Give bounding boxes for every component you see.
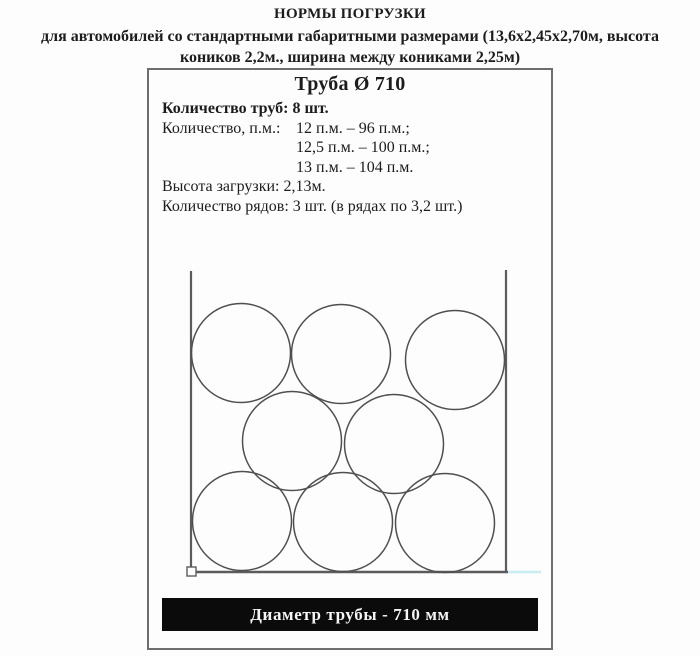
rows-count-line: Количество рядов: 3 шт. (в рядах по 3,2 шт.)	[162, 197, 463, 215]
document-subtitle-line1: для автомобилей со стандартными габаритными размерами (13,6х2,45х2,70м, высота	[41, 28, 659, 45]
spec-card	[147, 68, 553, 650]
document-title: НОРМЫ ПОГРУЗКИ	[274, 6, 426, 22]
length-value-1: 12 п.м. – 96 п.м.;	[296, 119, 410, 137]
document-subtitle	[0, 26, 700, 68]
length-value-3: 13 п.м. – 104 п.м.	[296, 158, 414, 176]
pipe-count-line: Количество труб: 8 шт.	[162, 100, 329, 117]
document-subtitle-line2: коников 2,2м., ширина между кониками 2,25м)	[179, 49, 521, 66]
pipe-title: Труба Ø 710	[294, 73, 406, 95]
length-row-1	[162, 119, 545, 139]
load-height-line: Высота загрузки: 2,13м.	[162, 178, 326, 195]
diameter-banner-label: Диаметр трубы - 710 мм	[250, 604, 450, 624]
document-header	[0, 0, 700, 68]
length-label: Количество, п.м.:	[162, 119, 281, 137]
diameter-banner	[162, 598, 538, 631]
spec-list	[149, 99, 551, 216]
length-value-2: 12,5 п.м. – 100 п.м.;	[296, 139, 430, 156]
